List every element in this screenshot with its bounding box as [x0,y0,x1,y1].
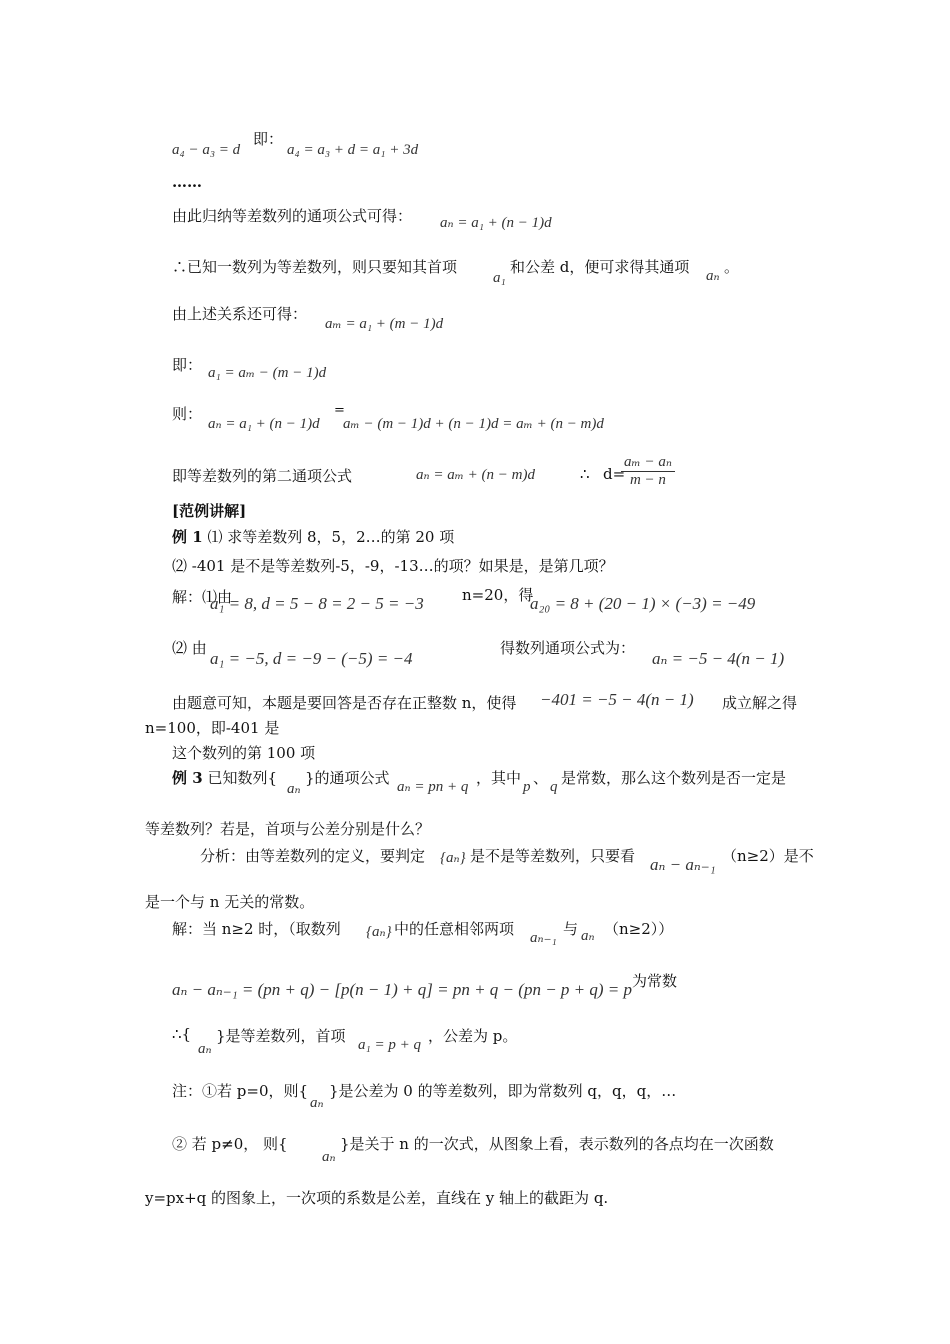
constant-text: 为常数 [632,972,678,990]
formula-pn-plus-q: aₙ = pn + q [397,779,469,795]
ji-label: 即： [172,356,203,374]
constant-question: 是常数，那么这个数列是否一定是 [561,769,787,787]
symbol-an-3: aₙ [198,1041,212,1057]
note-2-rest: }是关于 n 的一次式，从图象上看，表示数列的各点均在一次函数 [340,1135,774,1153]
note-2-text: ② 若 p≠0， 则{ [172,1135,288,1153]
d-label: d= [603,465,626,483]
answer-100th-term: 这个数列的第 100 项 [172,744,316,762]
formula-an-diff: aₙ − aₙ₋₁ [650,855,716,874]
symbol-an-set-2: {aₙ} [366,924,392,940]
formula-am: aₘ = a₁ + (m − 1)d [325,316,444,332]
separator: 、 [533,769,549,787]
formula-solution-2b: aₙ = −5 − 4(n − 1) [652,649,785,668]
example-1-part2: ⑵ -401 是不是等差数列-5，-9，-13…的项？如果是，是第几项？ [172,557,614,575]
equals-sign-raised: = [334,403,345,418]
first-term-text: }是等差数列，首项 [216,1027,346,1045]
example-3-label: 例 3 [172,769,203,787]
formula-general-term: aₙ = a₁ + (n − 1)d [440,215,552,231]
analysis-conclusion: 是一个与 n 无关的常数。 [145,893,315,911]
text-ji: 即： [253,130,284,148]
therefore-text: ∴{ [172,1025,192,1043]
n-ge-2-text: （n≥2）） [604,920,674,938]
note-1-text: 注：①若 p=0，则{ [172,1082,309,1100]
solve-text: 成立解之得 [722,694,798,712]
common-difference-text: 和公差 d，便可求得其通项 [510,258,690,276]
common-diff-p-text: ，公差为 p。 [428,1027,518,1045]
solution-2-label: ⑵ 由 [172,639,207,657]
symbol-an-minus-1: aₙ₋₁ [530,930,557,946]
second-formula-text: 即等差数列的第二通项公式 [172,467,353,485]
example-3-question: 等差数列？若是，首项与公差分别是什么？ [145,820,431,838]
general-formula-label: }的通项公式 [305,769,390,787]
symbol-an-set: {aₙ} [440,850,466,866]
symbol-an: aₙ [706,268,720,284]
where-text: ，其中 [476,769,522,787]
symbol-an-5: aₙ [322,1149,336,1165]
note-1-rest: }是公差为 0 的等差数列，即为常数列 q，q，q，… [329,1082,677,1100]
symbol-a1: a₁ [493,270,506,286]
and-text: 与 [563,920,579,938]
formula-solution-1a: a₁ = 8, d = 5 − 8 = 2 − 5 = −3 [210,594,424,613]
example-1-text: ⑴ 求等差数列 8，5，2…的第 20 项 [207,528,455,546]
solution-3-text: 解：当 n≥2 时，（取数列 [172,920,341,938]
general-formula-text: 得数列通项公式为： [500,639,636,657]
example-1-label: 例 1 [172,528,203,546]
note-2-conclusion: y=px+q 的图象上，一次项的系数是公差，直线在 y 轴上的截距为 q. [145,1189,609,1207]
question-restate-text: 由题意可知，本题是要回答是否存在正整数 n，使得 [172,694,517,712]
formula-first-term: a₁ = p + q [358,1037,421,1053]
period: 。 [724,258,740,276]
formula-a4-minus-a3: a₄ − a₃ = d [172,142,241,158]
formula-a4-expand: a₄ = a₃ + d = a₁ + 3d [287,142,419,158]
symbol-an-2: aₙ [581,928,595,944]
formula-second-general: aₙ = aₘ + (n − m)d [416,467,535,483]
formula-difference: aₙ − aₙ₋₁ = (pn + q) − [p(n − 1) + q] = pn + q − (pn − p + q) = p [172,980,633,999]
general-term-intro: 由此归纳等差数列的通项公式可得： [172,207,413,225]
formula-line-a4 [172,140,240,159]
formula-a20: a₂₀ = 8 + (20 − 1) × (−3) = −49 [530,594,756,613]
formula-d-fraction: $\frac{\text{aₘ − aₙ}}{m - n}$ [621,452,675,489]
symbol-p: p [523,779,531,795]
further-relation-text: 由上述关系还可得： [172,305,308,323]
formula-solution-2a: a₁ = −5, d = −9 − (−5) = −4 [210,649,413,668]
formula-a1: a₁ = aₘ − (m − 1)d [208,365,327,381]
known-first-term-text: ∴已知一数列为等差数列，则只要知其首项 [172,258,458,276]
formula-equation-401: −401 = −5 − 4(n − 1) [540,690,694,709]
formula-an-part2: aₘ − (m − 1)d + (n − 1)d = aₘ + (n − m)d [343,416,604,432]
symbol-an-ex3: aₙ [287,781,301,797]
n20-text: n=20，得 [462,586,534,604]
analysis-text-2: 是不是等差数列，只要看 [470,847,636,865]
formula-an-part1: aₙ = a₁ + (n − 1)d [208,416,320,432]
therefore-symbol: ∴ [580,465,590,483]
analysis-text-3: （n≥2）是不 [722,847,814,865]
symbol-an-4: aₙ [310,1095,324,1111]
answer-n100: n=100，即-401 是 [145,719,280,737]
ellipsis: …… [172,173,202,191]
example-1-line [172,526,454,547]
section-heading-examples: [范例讲解] [172,502,247,520]
adjacent-terms-text: 中的任意相邻两项 [394,920,515,938]
example-3-line: 例 3 已知数列{ [172,769,277,787]
solution-1-label: 解：⑴由 [172,588,233,606]
symbol-q: q [550,779,558,795]
ze-label: 则： [172,405,203,423]
analysis-text: 分析：由等差数列的定义，要判定 [200,847,426,865]
